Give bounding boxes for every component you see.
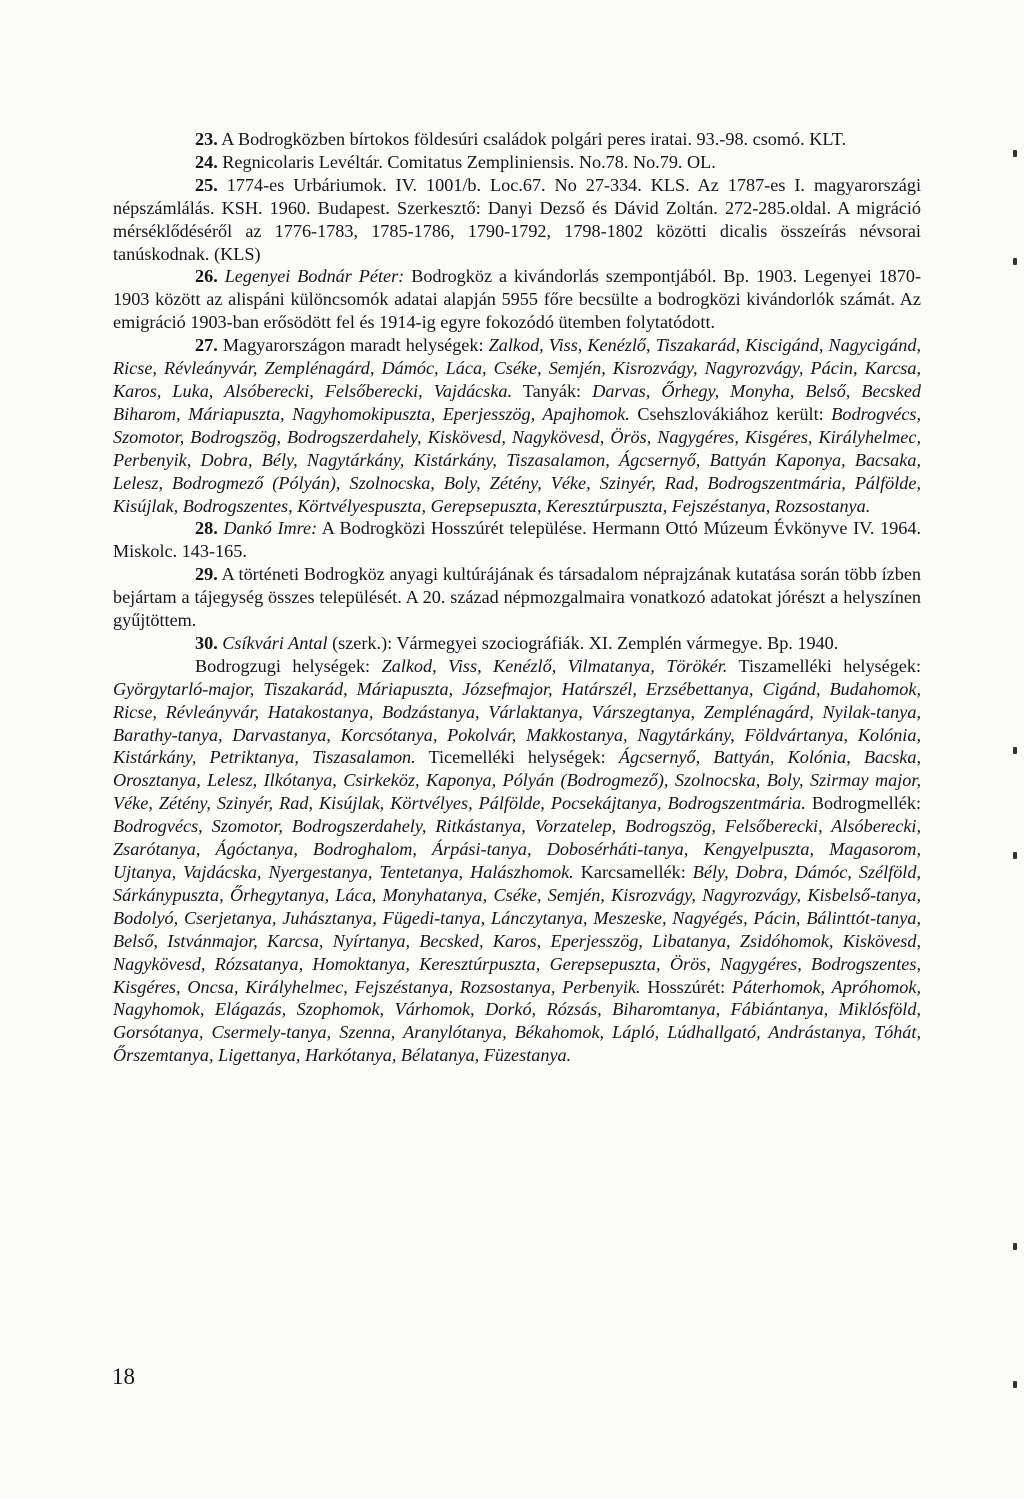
footnote-text: Regnicolaris Levéltár. Comitatus Zempliniensis. No.78. No.79. OL. — [222, 151, 716, 172]
footnote-text: Magyarországon maradt helységek: — [222, 335, 484, 356]
footnote-text: (szerk.): Vármegyei szociográfiák. XI. Zemplén vármegye. Bp. 1940. — [332, 632, 839, 653]
region-label: Hosszúrét: — [647, 976, 726, 997]
footnote-text: Bodrogköz a kivándorlás szempontjából. Bp. 1903. Legenyei 1870-1903 között az alispáni különcsomók adatai alapján 5955 főre becsülte a bodrogközi kivándorlók számát. Az emigráció 1903-ban erősödött fel és 1914-ig egyre fokozódó ütemben folytatódott. — [113, 266, 922, 333]
footnote-author: Csíkvári Antal — [222, 632, 328, 653]
footnote-number: 29. — [195, 564, 218, 585]
footnote-number: 23. — [195, 129, 218, 149]
region-label: Bodrogzugi helységek: — [195, 655, 371, 676]
footnote-number: 30. — [195, 632, 218, 653]
page-number: 18 — [112, 1364, 135, 1389]
region-label: Karcsamellék: — [580, 862, 686, 882]
footnote-text: Csehszlovákiához került: — [637, 403, 824, 424]
place-list: Darvas, Őrhegy, Monyha, Belső, Becsked Biharom, Máriapuszta, Nagyhomokipuszta, Eperjesszög, Apajhomok. — [113, 380, 922, 424]
footnote-text: 1774-es Urbáriumok. IV. 1001/b. Loc.67. No 27-334. KLS. Az 1787-es I. magyarországi népszámlálás. KSH. 1960. Budapest. Szerkesztő: Danyi Dezső és Dávid Zoltán. 272-285.oldal. A migráció mérséklődéséről az 1776-1783, 1785-1786, 1790-1792, 1798-1802 közötti dicalis összeírás névsorai tanúskodnak. (KLS) — [113, 174, 921, 264]
footnote-text: Tanyák: — [522, 380, 582, 401]
footnote-30-continued — [113, 655, 921, 1067]
place-list: Páterhomok, Apróhomok, Nagyhomok, Elágazás, Szophomok, Várhomok, Dorkó, Rózsás, Biharomtanya, Fábiántanya, Miklósföld, Gorsótanya, Csermely-tanya, Szenna, Aranylótanya, Békahomok, Lápló, Lúdhallgató, Andrástanya, Tóhát, Őrszemtanya, Ligettanya, Harkótanya, Bélatanya, Füzestanya. — [113, 976, 922, 1066]
footnote-23 — [113, 128, 921, 151]
place-list: Zalkod, Viss, Kenézlő, Vilmatanya, Törökér. — [381, 655, 728, 676]
region-label: Ticemelléki helységek: — [428, 747, 606, 768]
place-list: Ágcsernyő, Battyán, Kolónia, Bacska, Orosztanya, Lelesz, Ilkótanya, Csirkeköz, Kaponya, Pólyán (Bodrogmező), Szolnocska, Boly, Szirmay major, Véke, Zétény, Szinyér, Rad, Kisújlak, Körtvélyes, Pálfölde, Pocsekájtanya, Bodrogszentmária. — [113, 747, 922, 814]
scan-speck — [1013, 747, 1017, 754]
footnote-text: A Bodrogközi Hosszúrét települése. Hermann Ottó Múzeum Évkönyve IV. 1964. Miskolc. 143-165. — [113, 518, 922, 562]
footnote-27 — [113, 334, 921, 517]
footnote-number: 28. — [195, 518, 218, 539]
scan-speck — [1013, 852, 1017, 859]
region-label: Bodrogmellék: — [811, 793, 921, 814]
footnote-author: Legenyei Bodnár Péter: — [224, 266, 405, 287]
place-list: Györgytarló-major, Tiszakarád, Máriapuszta, Józsefmajor, Határszél, Erzsébettanya, Cigánd, Budahomok, Ricse, Révleányvár, Hatakostanya, Bodzástanya, Várlaktanya, Várszegtanya, Zemplénagárd, Nyilak-tanya, Barathy-tanya, Darvastanya, Korcsótanya, Pokolvár, Makkostanya, Nagytárkány, Földvártanya, Kolónia, Kistárkány, Petriktanya, Tiszasalamon. — [113, 678, 921, 768]
footnote-author: Dankó Imre: — [223, 518, 318, 539]
footnote-24 — [113, 151, 921, 174]
scan-speck — [1013, 150, 1017, 157]
scan-speck — [1013, 1381, 1017, 1388]
scan-speck — [1013, 258, 1017, 265]
place-list: Bély, Dobra, Dámóc, Szélföld, Sárkánypuszta, Őrhegytanya, Láca, Monyhatanya, Cséke, Semjén, Kisrozvágy, Nagyrozvágy, Kisbelső-tanya, Bodolyó, Cserjetanya, Juhásztanya, Fügedi-tanya, Lánczytanya, Meszeske, Nagyégés, Pácin, Bálinttót-tanya, Belső, Istvánmajor, Karcsa, Nyírtanya, Becsked, Karos, Eperjesszög, Libatanya, Zsidóhomok, Kiskövesd, Nagykövesd, Rózsatanya, Homoktanya, Keresztúrpuszta, Gerepsepuszta, Örös, Nagygéres, Bodrogszentes, Kisgéres, Oncsa, Királyhelmec, Fejszéstanya, Rozsostanya, Perbenyik. — [113, 862, 921, 997]
footnote-text: A történeti Bodrogköz anyagi kultúrájának és társadalom néprajzának kutatása során több ízben bejártam a tájegység összes települését. A 20. század népmozgalmaira vonatkozó adatokat jórészt a helyszínen gyűjtöttem. — [113, 564, 921, 631]
page-body — [113, 128, 921, 1067]
place-list: Bodrogvécs, Szomotor, Bodrogszerdahely, Ritkástanya, Vorzatelep, Bodrogszög, Felsőberecki, Alsóberecki, Zsarótanya, Ágóctanya, Bodroghalom, Árpási-tanya, Dobosérháti-tanya, Kengyelpuszta, Magasorom, Ujtanya, Vajdácska, Nyergestanya, Tentetanya, Halászhomok. — [113, 816, 921, 882]
footnote-text: A Bodrogközben bírtokos földesúri családok polgári peres iratai. 93.-98. csomó. KLT. — [221, 129, 847, 149]
footnote-29 — [113, 563, 921, 632]
footnote-number: 27. — [195, 335, 218, 356]
footnote-30 — [113, 632, 921, 655]
footnote-26 — [113, 265, 921, 334]
footnote-28 — [113, 517, 921, 563]
footnote-number: 26. — [195, 266, 218, 287]
region-label: Tiszamelléki helységek: — [738, 655, 922, 676]
place-list: Zalkod, Viss, Kenézlő, Tiszakarád, Kiscigánd, Nagycigánd, Ricse, Révleányvár, Zemplénagárd, Dámóc, Láca, Cséke, Semjén, Kisrozvágy, Nagyrozvágy, Pácin, Karcsa, Karos, Luka, Alsóberecki, Felsőberecki, Vajdácska. — [113, 335, 921, 401]
scan-speck — [1013, 1243, 1017, 1250]
footnote-number: 24. — [195, 151, 218, 172]
footnote-number: 25. — [195, 174, 218, 195]
place-list: Bodrogvécs, Szomotor, Bodrogszög, Bodrogszerdahely, Kiskövesd, Nagykövesd, Örös, Nagygéres, Kisgéres, Királyhelmec, Perbenyik, Dobra, Bély, Nagytárkány, Kistárkány, Tiszasalamon, Ágcsernyő, Battyán Kaponya, Bacsaka, Lelesz, Bodrogmező (Pólyán), Szolnocska, Boly, Zétény, Véke, Szinyér, Rad, Bodrogszentmária, Pálfölde, Kisújlak, Bodrogszentes, Körtvélyespuszta, Gerepsepuszta, Keresztúrpuszta, Fejszéstanya, Rozsostanya. — [113, 403, 922, 516]
footnote-25 — [113, 174, 921, 266]
